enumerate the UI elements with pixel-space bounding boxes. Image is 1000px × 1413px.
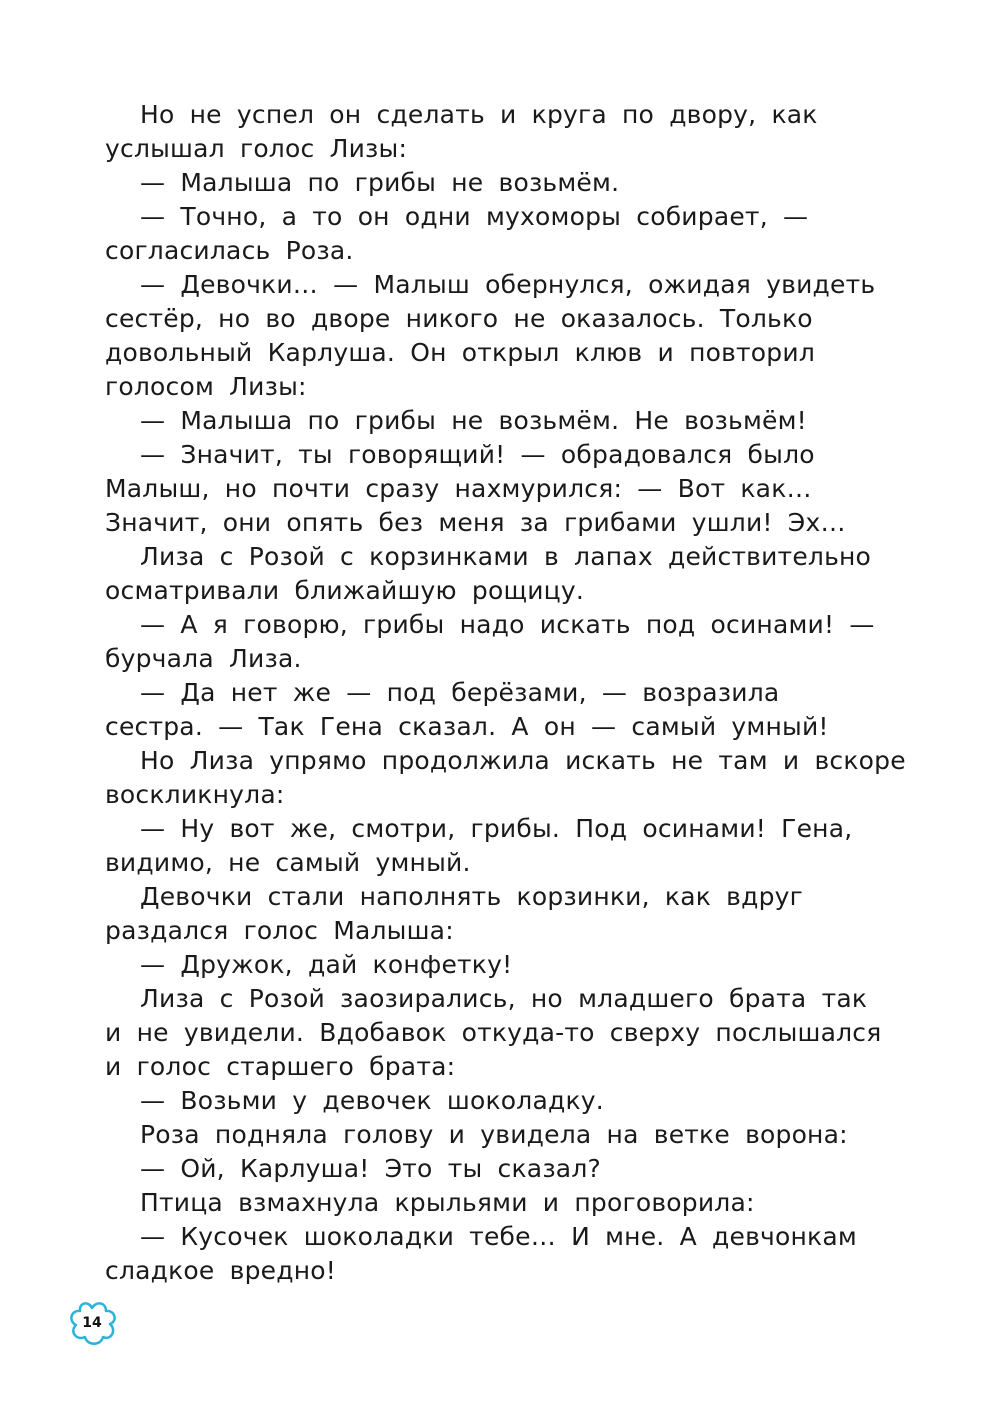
text-line: Значит, они опять без меня за грибами ушли! Эх… [105,508,846,537]
text-line: воскликнула: [105,780,285,809]
text-line: — Возьми у девочек шоколадку. [140,1086,604,1115]
text-line: сестра. — Так Гена сказал. А он — самый умный! [105,712,829,741]
text-line: — А я говорю, грибы надо искать под осинами! — [140,610,875,639]
text-line: осматривали ближайшую рощицу. [105,576,585,605]
text-line: Лиза с Розой заозирались, но младшего брата так [140,984,868,1013]
text-line: бурчала Лиза. [105,644,302,673]
text-line: Малыш, но почти сразу нахмурился: — Вот как… [105,474,812,503]
text-line: Но Лиза упрямо продолжила искать не там и вскоре [140,746,906,775]
text-line: довольный Карлуша. Он открыл клюв и повторил [105,338,815,367]
text-line: сестёр, но во дворе никого не оказалось. Только [105,304,813,333]
page-number: 14 [82,1315,102,1331]
text-line: — Дружок, дай конфетку! [140,950,513,979]
text-line: — Малыша по грибы не возьмём. Не возьмём! [140,406,807,435]
text-line: и не увидели. Вдобавок откуда-то сверху послышался [105,1018,882,1047]
text-line: Девочки стали наполнять корзинки, как вдруг [140,882,803,911]
text-line: Лиза с Розой с корзинками в лапах действительно [140,542,872,571]
text-line: — Да нет же — под берёзами, — возразила [140,678,780,707]
text-line: раздался голос Малыша: [105,916,454,945]
text-line: Роза подняла голову и увидела на ветке ворона: [140,1120,848,1149]
text-line: и голос старшего брата: [105,1052,456,1081]
text-line: — Кусочек шоколадки тебе… И мне. А девчонкам [140,1222,857,1251]
text-line: голосом Лизы: [105,372,307,401]
text-line: — Ну вот же, смотри, грибы. Под осинами! Гена, [140,814,853,843]
text-line: согласилась Роза. [105,236,354,265]
text-line: — Точно, а то он одни мухоморы собирает, — [140,202,809,231]
text-line: услышал голос Лизы: [105,134,408,163]
text-line: Но не успел он сделать и круга по двору, как [140,100,818,129]
text-line: — Девочки… — Малыш обернулся, ожидая увидеть [140,270,876,299]
page-number-badge [66,1299,118,1347]
text-line: видимо, не самый умный. [105,848,471,877]
text-line: Птица взмахнула крыльями и проговорила: [140,1188,755,1217]
text-line: — Малыша по грибы не возьмём. [140,168,620,197]
text-line: — Значит, ты говорящий! — обрадовался было [140,440,815,469]
text-line: сладкое вредно! [105,1256,336,1285]
text-line: — Ой, Карлуша! Это ты сказал? [140,1154,601,1183]
